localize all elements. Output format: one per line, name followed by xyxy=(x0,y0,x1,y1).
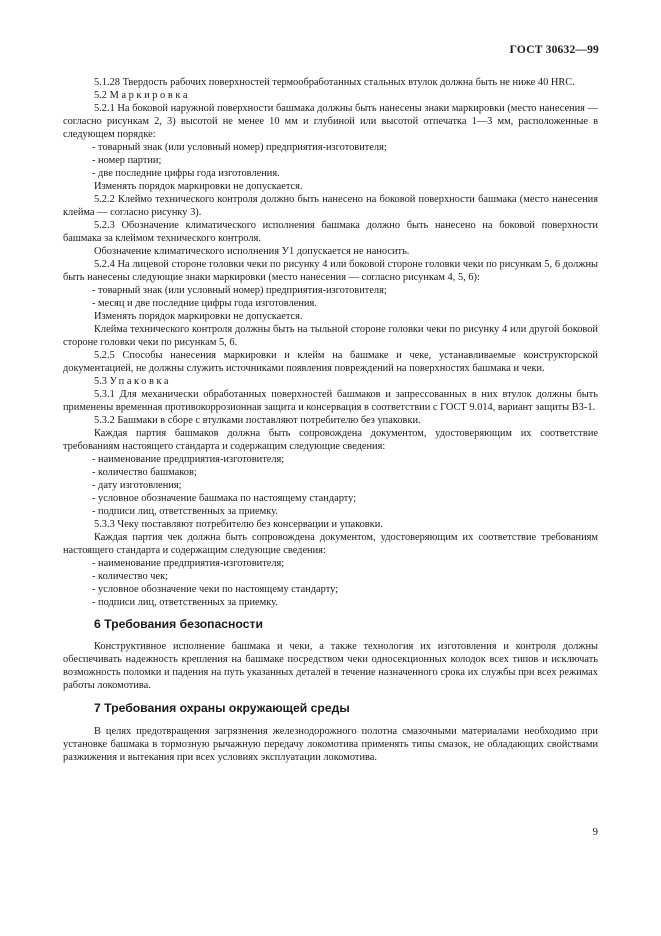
list-item: - месяц и две последние цифры года изготовления. xyxy=(92,298,317,309)
section-number: 5.2 xyxy=(94,90,107,101)
paragraph: Изменять порядок маркировки не допускается. xyxy=(94,311,303,322)
list-item: - товарный знак (или условный номер) предприятия-изготовителя; xyxy=(92,285,387,296)
list-item: - наименование предприятия-изготовителя; xyxy=(92,454,285,465)
list-item: - количество башмаков; xyxy=(92,467,197,478)
list-item: - подписи лиц, ответственных за приемку. xyxy=(92,597,278,608)
standard-code-header: ГОСТ 30632—99 xyxy=(509,44,599,56)
section-heading-5-2 xyxy=(63,89,598,102)
paragraph: 5.1.28 Твердость рабочих поверхностей термообработанных стальных втулок должна быть не ниже 40 HRC. xyxy=(94,77,575,88)
section-heading-5-3 xyxy=(63,375,598,388)
list-item: - количество чек; xyxy=(92,571,169,582)
paragraph: 5.3.1 Для механически обработанных поверхностей башмаков и запрессованных в них втулок должны быть применены временная противокоррозионная защита и консервация в соответствии с ГОСТ 9.014, вариант защиты В3-1. xyxy=(63,389,598,413)
list-item: - номер партии; xyxy=(92,155,162,166)
section-heading-7: 7 Требования охраны окружающей среды xyxy=(94,701,350,715)
paragraph: 5.2.2 Клеймо технического контроля должно быть нанесено на боковой поверхности башмака (место нанесения клейма — согласно рисунку 3). xyxy=(63,194,598,218)
paragraph: Обозначение климатического исполнения У1 допускается не наносить. xyxy=(94,246,410,257)
section-title: Маркировка xyxy=(109,90,191,101)
list-item: - условное обозначение башмака по настоящему стандарту; xyxy=(92,493,357,504)
list-item: - условное обозначение чеки по настоящему стандарту; xyxy=(92,584,339,595)
paragraph: 5.2.5 Способы нанесения маркировки и клейм на башмаке и чеке, устанавливаемые конструкторской документацией, не должны служить источниками появления повреждений на поверхностях башмака и чеки. xyxy=(63,350,598,374)
paragraph: 5.3.3 Чеку поставляют потребителю без консервации и упаковки. xyxy=(94,519,383,530)
paragraph: 5.3.2 Башмаки в сборе с втулками поставляют потребителю без упаковки. xyxy=(94,415,421,426)
paragraph: Каждая партия чек должна быть сопровождена документом, удостоверяющим их соответствие требованиям настоящего стандарта и содержащим следующие сведения: xyxy=(63,532,598,556)
paragraph: 5.2.4 На лицевой стороне головки чеки по рисунку 4 или боковой стороне головки чеки по рисункам 5, 6 должны быть нанесены следующие знаки маркировки (место нанесения — согласно рисункам 4, 5, 6): xyxy=(63,259,598,283)
section-title: Упаковка xyxy=(109,376,172,387)
document-body xyxy=(63,76,598,764)
page-number: 9 xyxy=(592,826,598,838)
list-item: - две последние цифры года изготовления. xyxy=(92,168,280,179)
paragraph: Каждая партия башмаков должна быть сопровождена документом, удостоверяющим их соответствие требованиям настоящего стандарта и содержащим следующие сведения: xyxy=(63,428,598,452)
section-number: 5.3 xyxy=(94,376,107,387)
list-item: - товарный знак (или условный номер) предприятия-изготовителя; xyxy=(92,142,387,153)
paragraph: 5.2.1 На боковой наружной поверхности башмака должны быть нанесены знаки маркировки (место нанесения — согласно рисункам 2, 3) высотой не менее 10 мм и глубиной или высотой отпечатка 1—3 мм, расположенные в следующем порядке: xyxy=(63,103,598,140)
paragraph: Клейма технического контроля должны быть на тыльной стороне головки чеки по рисунку 4 или другой боковой стороне головки чеки по рисункам 5, 6. xyxy=(63,324,598,348)
list-item: - наименование предприятия-изготовителя; xyxy=(92,558,285,569)
paragraph: 5.2.3 Обозначение климатического исполнения башмака должно быть нанесено на боковой поверхности башмака за клеймом технического контроля. xyxy=(63,220,598,244)
paragraph: Конструктивное исполнение башмака и чеки, а также технология их изготовления и контроля должны обеспечивать надежность крепления на башмаке посредством чеки односекционных колодок всех типов и исключать возможность поломки и падения на путь указанных деталей в течение назначенного срока их службы при всех режимах работы локомотива. xyxy=(63,641,598,691)
paragraph: В целях предотвращения загрязнения железнодорожного полотна смазочными материалами необходимо при установке башмака в тормозную рычажную передачу локомотива применять типы смазок, не обладающих свойствами разжижения и вытекания при всех условиях эксплуатации локомотива. xyxy=(63,726,598,763)
list-item: - дату изготовления; xyxy=(92,480,182,491)
section-heading-6: 6 Требования безопасности xyxy=(94,617,263,631)
list-item: - подписи лиц, ответственных за приемку. xyxy=(92,506,278,517)
paragraph: Изменять порядок маркировки не допускается. xyxy=(94,181,303,192)
